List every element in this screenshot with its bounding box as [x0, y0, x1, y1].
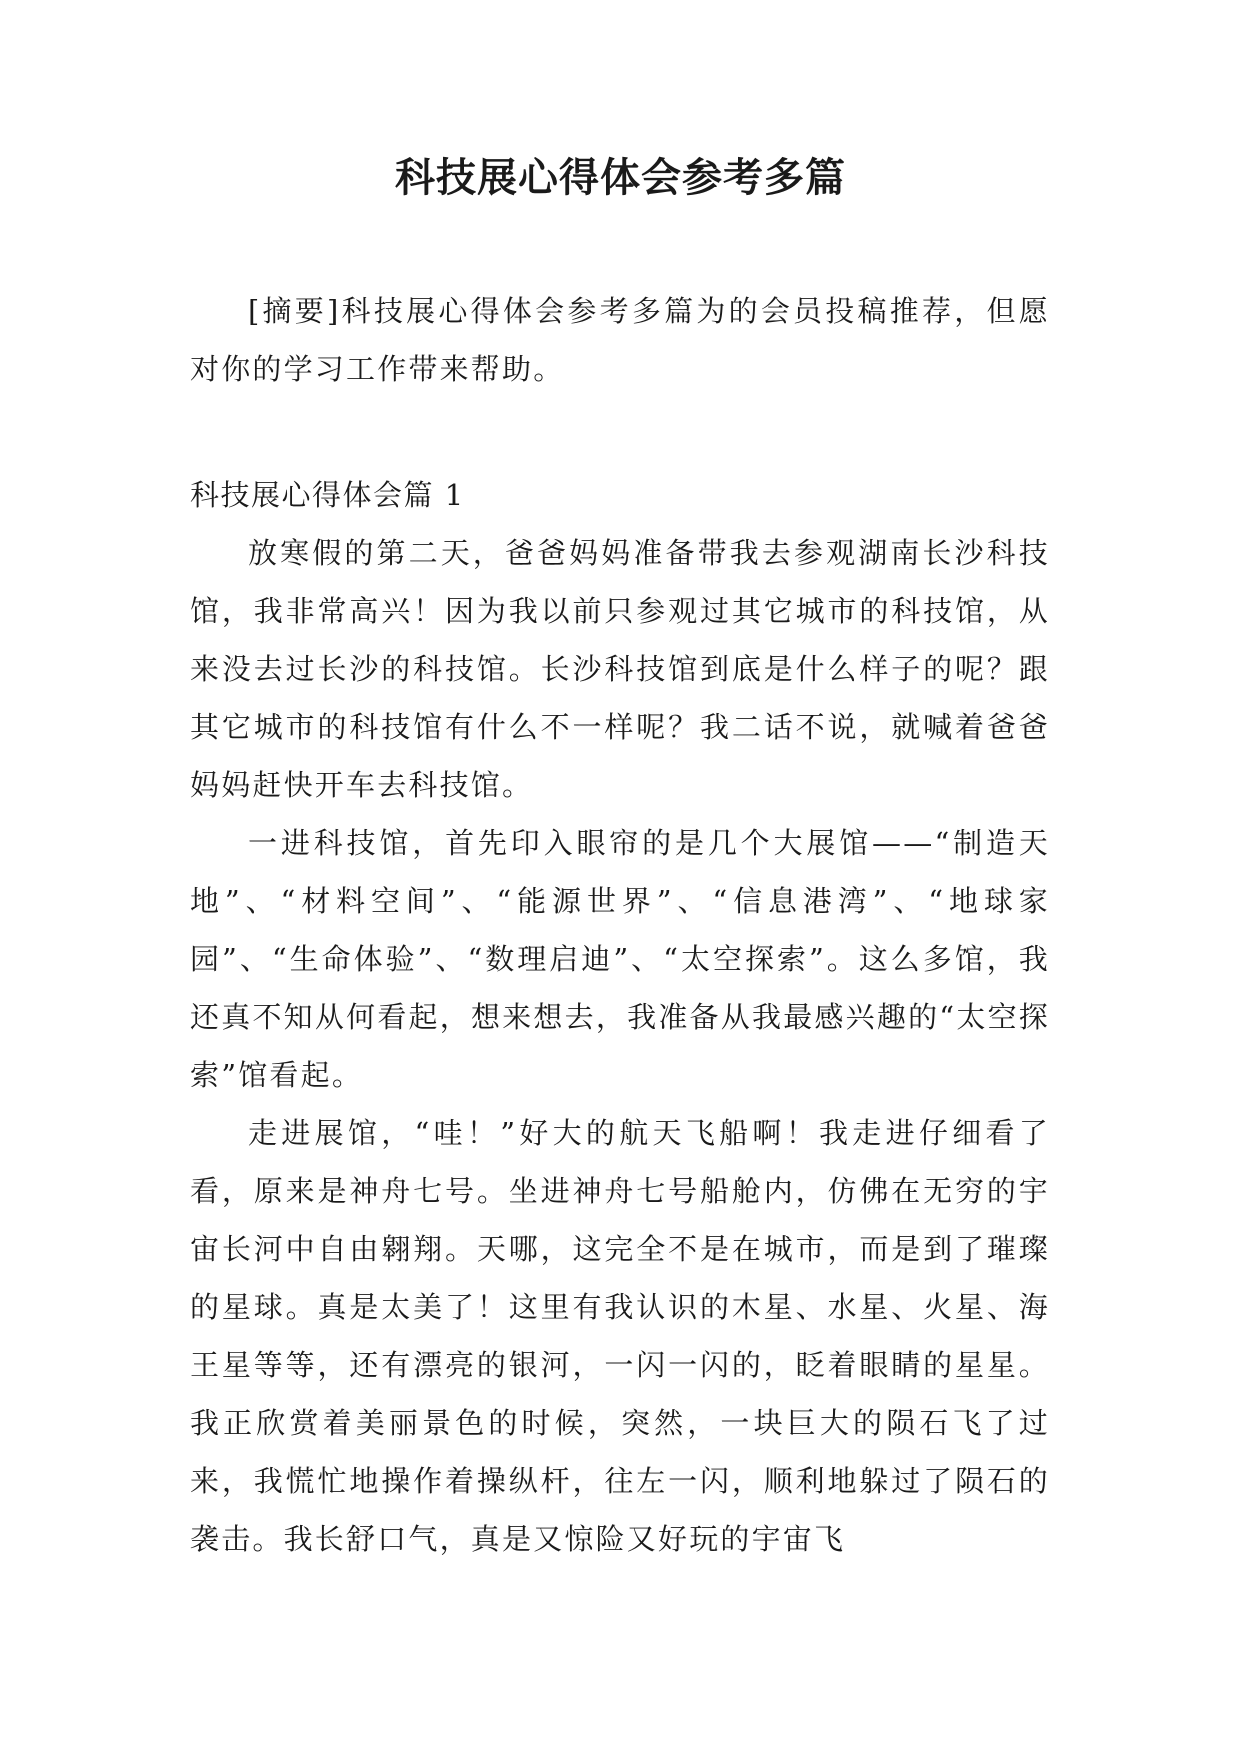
document-body — [190, 282, 1050, 1568]
body-paragraph: 走进展馆，“哇！”好大的航天飞船啊！我走进仔细看了看，原来是神舟七号。坐进神舟七号船舱内，仿佛在无穷的宇宙长河中自由翱翔。天哪，这完全不是在城市，而是到了璀璨的星球。真是太美了！这里有我认识的木星、水星、火星、海王星等等，还有漂亮的银河，一闪一闪的，眨着眼睛的星星。我正欣赏着美丽景色的时候，突然，一块巨大的陨石飞了过来，我慌忙地操作着操纵杆，往左一闪，顺利地躲过了陨石的袭击。我长舒口气，真是又惊险又好玩的宇宙飞 — [190, 1116, 1050, 1556]
body-paragraph: 放寒假的第二天，爸爸妈妈准备带我去参观湖南长沙科技馆，我非常高兴！因为我以前只参观过其它城市的科技馆，从来没去过长沙的科技馆。长沙科技馆到底是什么样子的呢？跟其它城市的科技馆有什么不一样呢？我二话不说，就喊着爸爸妈妈赶快开车去科技馆。 — [190, 536, 1050, 802]
document-title: 科技展心得体会参考多篇 — [395, 155, 846, 201]
abstract-paragraph: [摘要]科技展心得体会参考多篇为的会员投稿推荐，但愿对你的学习工作带来帮助。 — [190, 294, 1050, 386]
section-heading: 科技展心得体会篇 1 — [190, 478, 465, 512]
body-paragraph: 一进科技馆，首先印入眼帘的是几个大展馆——“制造天地”、“材料空间”、“能源世界”、“信息港湾”、“地球家园”、“生命体验”、“数理启迪”、“太空探索”。这么多馆，我还真不知从何看起，想来想去，我准备从我最感兴趣的“太空探索”馆看起。 — [190, 826, 1050, 1092]
